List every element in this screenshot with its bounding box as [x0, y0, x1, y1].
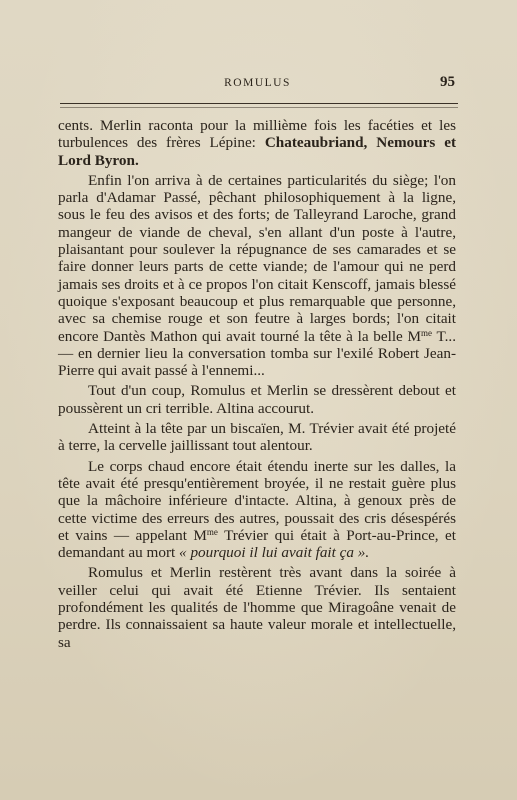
paragraph-2-text-b: T... — en dernier lieu la conversation tomba sur l'exilé Robert Jean-Pierre qui avait passé à l'ennemi...: [58, 327, 457, 380]
header-rule-thin: [60, 107, 458, 108]
paragraph-5-text-a: Le corps chaud encore était étendu inerte sur les dalles, la tête avait été presqu'entièrement broyée, il ne restait guère plus que la mâchoire inférieure d'intacte. Altina, à genoux près de cette victime des erreurs des autres, poussait des cris désespérés et vains — appelant M: [58, 457, 456, 544]
paragraph-1: [58, 117, 456, 169]
paragraph-1-text: cents. Merlin raconta pour la millième fois les facéties et les turbulences des frères Lépine:: [58, 117, 456, 152]
paragraph-6: Romulus et Merlin restèrent très avant dans la soirée à veiller celui qui avait été Etienne Trévier. Ils sentaient profondément les qualités de l'homme que Miragoâne venait de perdre. Ils connaissaient sa haute valeur morale et intellectuelle, sa: [58, 564, 456, 651]
paragraph-5-superscript: me: [206, 526, 218, 537]
paragraph-5-quote: « pourquoi il lui avait fait ça ».: [179, 544, 370, 562]
paragraph-2-text-a: Enfin l'on arriva à de certaines particularités du siège; l'on parla d'Adamar Passé, pêchant philosophiquement à la ligne, sous le feu des avisos et des forts; de Talleyrand Laroche, grand mangeur de viande de cheval, s'en allant d'un poste à l'autre, plaisantant pour soulever la répugnance de ses camarades et se faire donner leurs parts de cette viande; de l'amour qui ne perd jamais ses droits et à ce propos l'on citait Kenscoff, jamais blessé quoique s'exposant beaucoup et plus remarquable que personne, avec sa chemise rouge et son feutre à larges bords; l'on citait encore Dantès Mathon qui avait tourné la tête à la belle M: [58, 171, 456, 345]
paragraph-1-names: Chateaubriand, Nemours et Lord Byron.: [58, 134, 457, 169]
paragraph-3: Tout d'un coup, Romulus et Merlin se dressèrent debout et poussèrent un cri terrible. Altina accourut.: [58, 382, 456, 417]
body-text: [58, 117, 456, 651]
paragraph-4: Atteint à la tête par un biscaïen, M. Trévier avait été projeté à terre, la cervelle jaillissant tout alentour.: [58, 420, 456, 455]
paragraph-5-text-b: Trévier qui était à Port-au-Prince, et demandant au mort: [58, 526, 457, 562]
paragraph-2-superscript: me: [421, 327, 433, 338]
page-number: 95: [440, 74, 455, 90]
header-rule: [60, 103, 458, 104]
paragraph-5: [58, 458, 456, 562]
page-header: [60, 74, 455, 92]
paragraph-2: [58, 172, 456, 380]
running-title: ROMULUS: [224, 77, 291, 89]
